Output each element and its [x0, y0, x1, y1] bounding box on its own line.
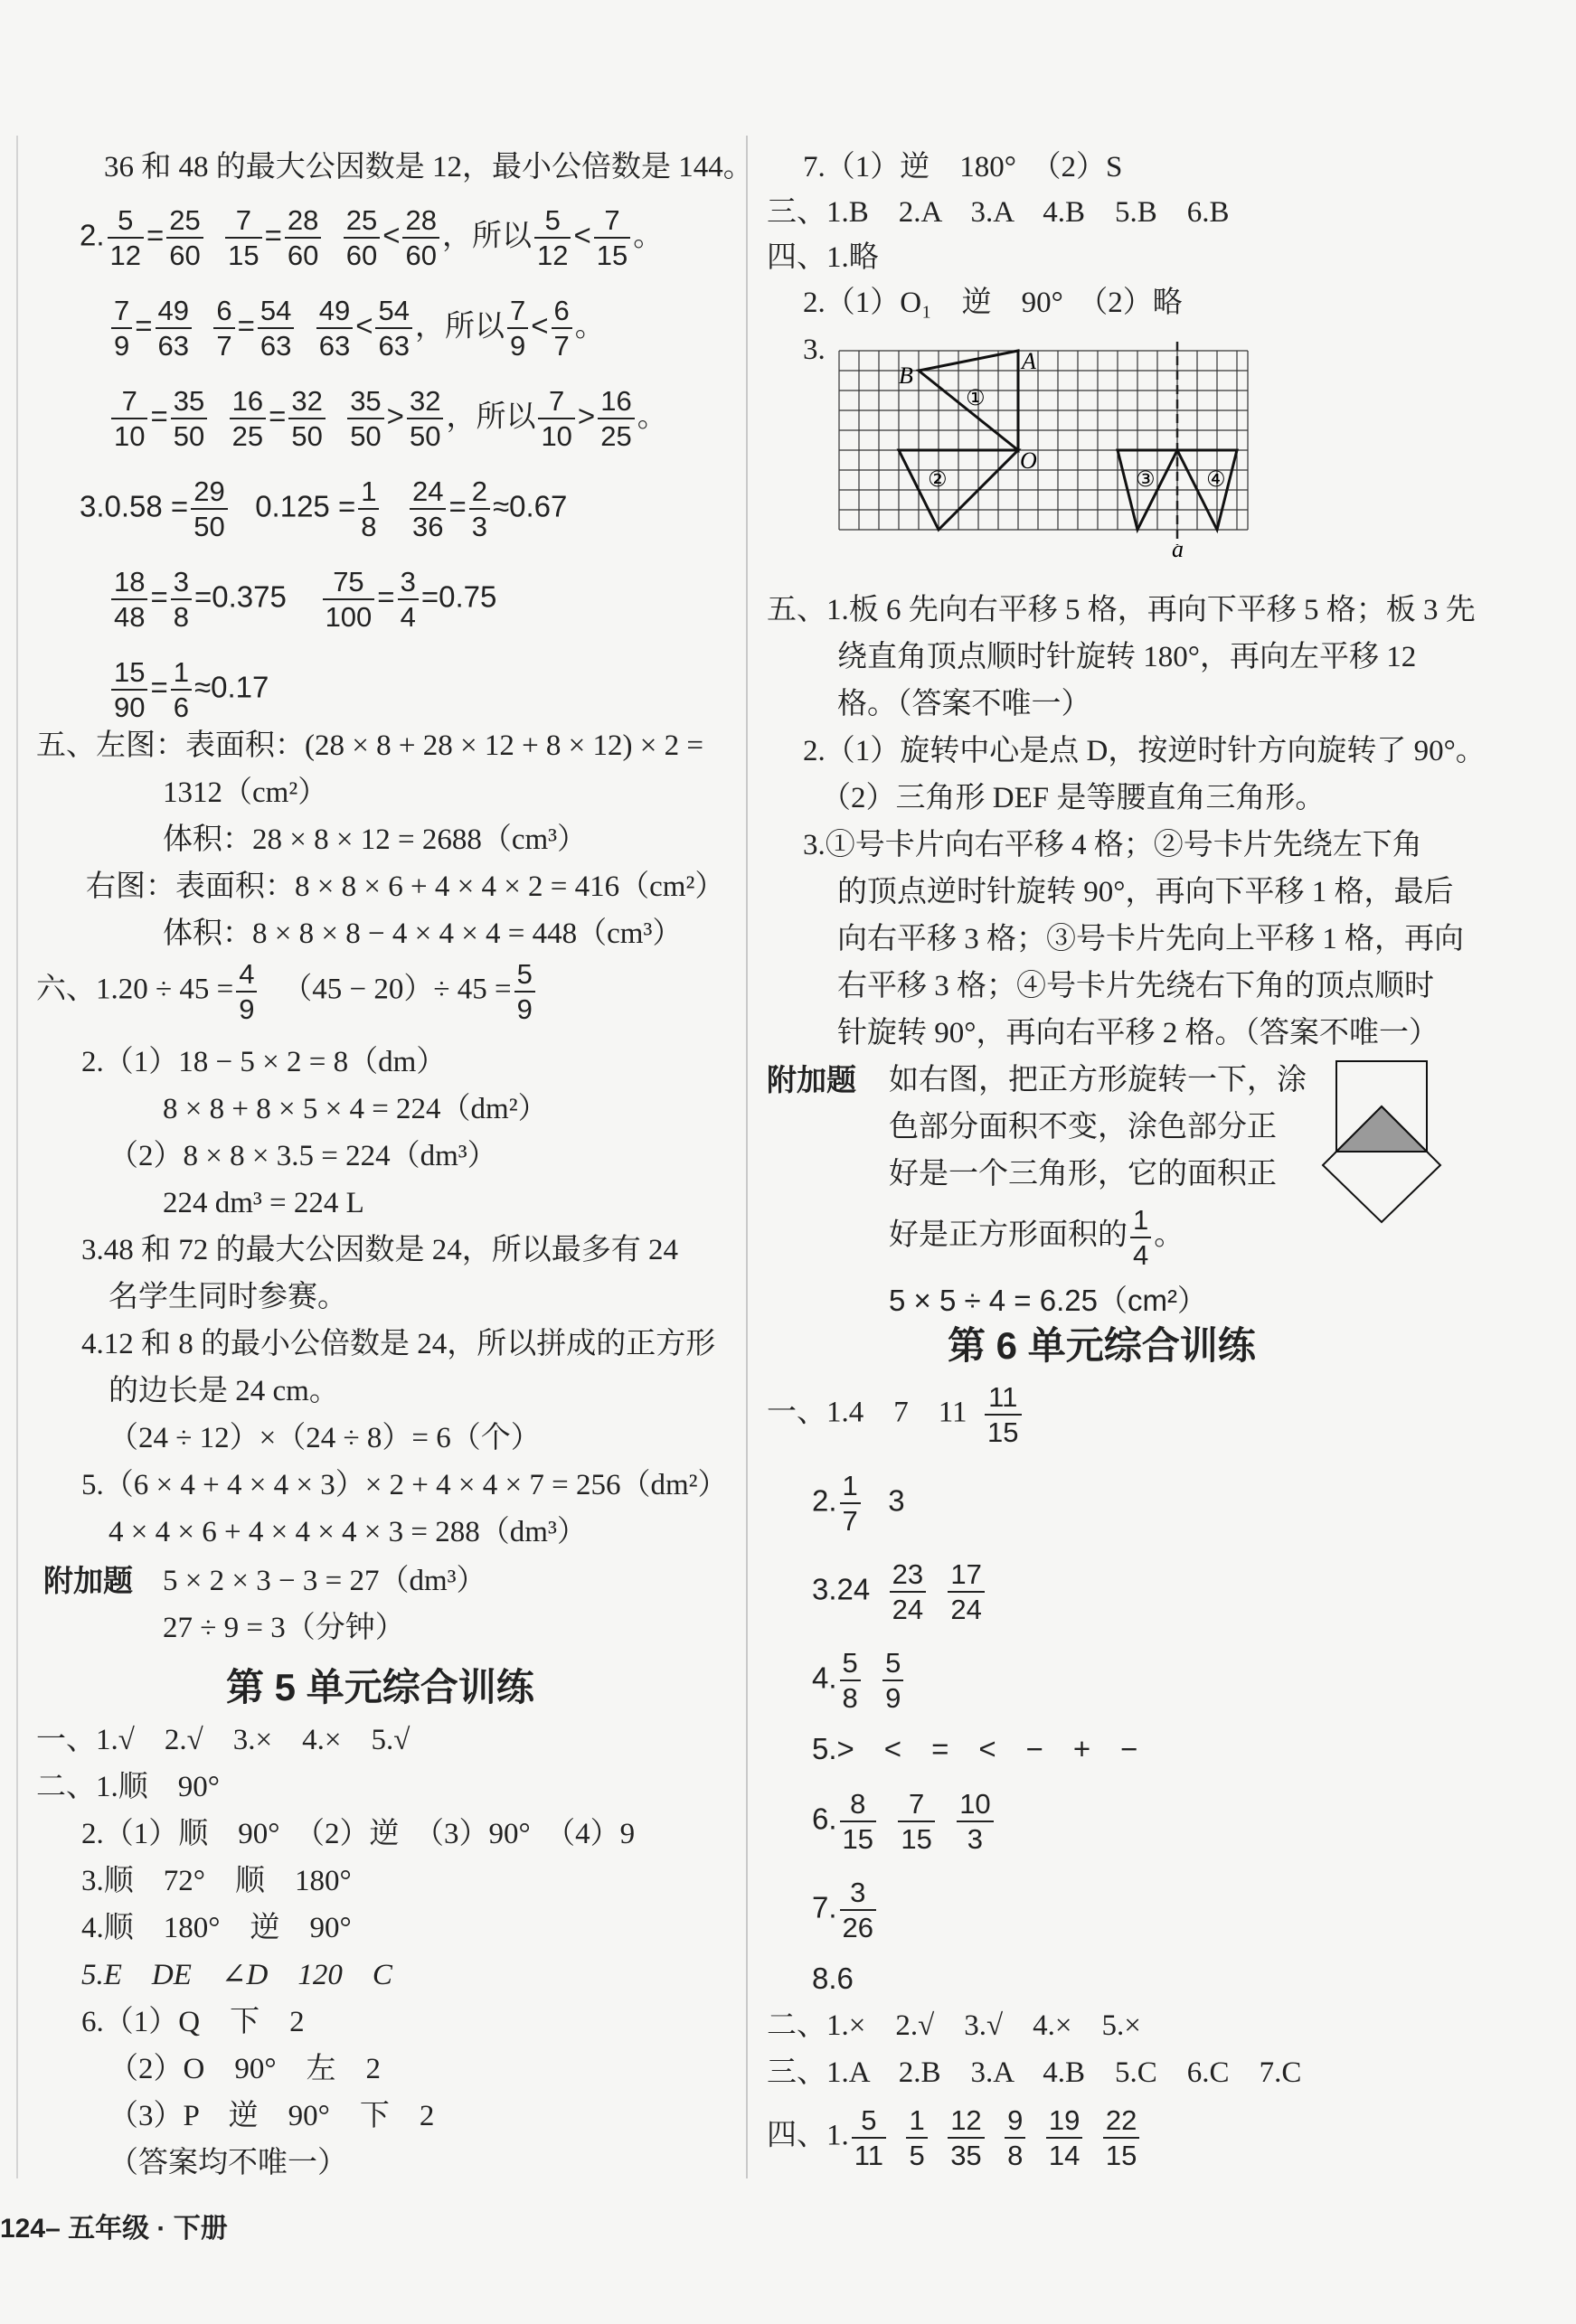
answer-line: 5.E DE ∠D 120 C: [81, 1959, 392, 1991]
answer-line: 右图：表面积：8 × 8 × 6 + 4 × 4 × 2 = 416（cm²）: [86, 870, 725, 903]
fraction-compare-line: 2. $\frac{5}{12}$ = $\frac{25}{60}$ $\frac{7}{15}$ = $\frac{28}{60}$ $\frac{25}{60}$ < $\frac{28}{60}$ ，所以 $\frac{5}{12}$ < $\frac{7}{15}$ 。: [80, 204, 664, 271]
page-number: 124: [0, 2214, 46, 2244]
answer-line: 一、1.4 7 11 $\frac{11}{15}$: [767, 1383, 1024, 1446]
answer-line: 3.顺 72° 顺 180°: [81, 1865, 352, 1897]
answer-line: 4.12 和 8 的最小公倍数是 24，所以拼成的正方形: [81, 1328, 716, 1360]
answer-line: 好是正方形面积的 $\frac{1}{4}$ 。: [889, 1204, 1184, 1271]
decimal-line: $\frac{15}{90}$ = $\frac{1}{6}$ ≈0.17: [109, 658, 269, 721]
answer-line: 1312（cm²）: [163, 776, 328, 809]
answer-line: 五、左图：表面积：(28 × 8 + 28 × 12 + 8 × 12) × 2 =: [36, 729, 704, 762]
answer-line: 5 × 5 ÷ 4 = 6.25（cm²）: [889, 1284, 1207, 1317]
answer-line: 2. $\frac{1}{7}$ 3: [812, 1470, 905, 1537]
answer-line: 的边长是 24 cm。: [109, 1375, 339, 1407]
answer-line: （3）P 逆 90° 下 2: [109, 2100, 435, 2132]
extra-label: 附加题: [43, 1564, 133, 1597]
answer-line: 五、1.板 6 先向右平移 5 格，再向下平移 5 格；板 3 先: [767, 594, 1476, 626]
answer-line: 体积：8 × 8 × 8 − 4 × 4 × 4 = 448（cm³）: [163, 917, 683, 950]
answer-line: 向右平移 3 格；③号卡片先向上平移 1 格，再向: [837, 923, 1464, 955]
answer-line: （2）O 90° 左 2: [109, 2053, 382, 2085]
answer-line: （答案均不唯一）: [109, 2147, 347, 2179]
answer-line: 三、1.A 2.B 3.A 4.B 5.C 6.C 7.C: [767, 2056, 1302, 2089]
answer-line: 2.（1）O₁ 逆 90° （2）略: [803, 287, 1183, 319]
answer-line: 右平移 3 格；④号卡片先绕右下角的顶点顺时: [837, 970, 1434, 1002]
answer-line: 36 和 48 的最大公因数是 12，最小公倍数是 144。: [104, 151, 753, 183]
label-n4: ④: [1206, 466, 1226, 492]
answer-line: 二、1.顺 90°: [36, 1771, 220, 1803]
unit-6-title: 第 6 单元综合训练: [948, 1324, 1256, 1367]
left-rule: [16, 136, 18, 2178]
decimal-line: $\frac{18}{48}$ = $\frac{3}{8}$ =0.375 $\frac{75}{100}$ = $\frac{3}{4}$ =0.75: [109, 568, 496, 631]
fraction-compare-line: $\frac{7}{9}$ = $\frac{49}{63}$ $\frac{6}{7}$ = $\frac{54}{63}$ $\frac{49}{63}$ < $\frac{54}{63}$ ，所以 $\frac{7}{9}$ < $\frac{6}{7}$ 。: [109, 296, 605, 360]
answer-line: 色部分面积不变，涂色部分正: [889, 1111, 1277, 1143]
rotated-square-figure: [1318, 1052, 1454, 1224]
answer-line: 3.①号卡片向右平移 4 格；②号卡片先绕左下角: [803, 829, 1422, 861]
answer-line: （2）8 × 8 × 3.5 = 224（dm³）: [109, 1140, 497, 1172]
column-divider: [746, 136, 748, 2178]
unit-5-title: 第 5 单元综合训练: [226, 1666, 534, 1708]
grid-figure: [830, 342, 1264, 559]
answer-line: 8 × 8 + 8 × 5 × 4 = 224（dm²）: [163, 1093, 548, 1125]
answer-line: 5.> < = < − + −: [812, 1732, 1138, 1765]
answer-line: 针旋转 90°，再向右平移 2 格。（答案不唯一）: [837, 1017, 1439, 1049]
answer-line: 一、1.√ 2.√ 3.× 4.× 5.√: [36, 1724, 411, 1756]
answer-line: 格。（答案不唯一）: [837, 688, 1091, 720]
answer-line: 3.48 和 72 的最大公因数是 24，所以最多有 24: [81, 1234, 678, 1266]
answer-line: 5.（6 × 4 + 4 × 4 × 3）× 2 + 4 × 4 × 7 = 256（dm²）: [81, 1469, 728, 1501]
answer-line: 名学生同时参赛。: [109, 1281, 347, 1313]
grade-label: 五年级 · 下册: [68, 2214, 228, 2244]
answer-line: 绕直角顶点顺时针旋转 180°，再向左平移 12: [837, 641, 1417, 673]
answer-line: 如右图，把正方形旋转一下，涂: [889, 1064, 1307, 1096]
answer-line: 6. $\frac{8}{15}$ $\frac{7}{15}$ $\frac{10}{3}$: [812, 1790, 996, 1853]
label-n2: ②: [928, 466, 948, 492]
answer-line: 3.24 $\frac{23}{24}$ $\frac{17}{24}$: [812, 1560, 987, 1623]
answer-line: 3.: [803, 334, 826, 366]
answer-line: 六、1.20 ÷ 45 = $\frac{4}{9}$ （45 − 20）÷ 45 = $\frac{5}{9}$: [36, 960, 538, 1023]
label-b: B: [899, 362, 913, 389]
answer-line: 二、1.× 2.√ 3.√ 4.× 5.×: [767, 2009, 1141, 2042]
answer-line: 7.（1）逆 180° （2）S: [803, 151, 1123, 183]
label-axis: a: [1172, 536, 1184, 559]
answer-line: 2.（1）18 − 5 × 2 = 8（dm）: [81, 1046, 447, 1078]
answer-line: 体积：28 × 8 × 12 = 2688（cm³）: [163, 823, 588, 856]
fraction-compare-line: $\frac{7}{10}$ = $\frac{35}{50}$ $\frac{16}{25}$ = $\frac{32}{50}$ $\frac{35}{50}$ > $\frac{32}{50}$ ，所以 $\frac{7}{10}$ > $\frac{16}{25}$ 。: [109, 387, 667, 450]
answer-line: 好是一个三角形，它的面积正: [889, 1158, 1277, 1190]
answer-line: 224 dm³ = 224 L: [163, 1187, 364, 1219]
answer-line: 6.（1）Q 下 2: [81, 2006, 305, 2038]
answer-line: 27 ÷ 9 = 3（分钟）: [163, 1612, 405, 1644]
shaded-triangle: [1336, 1106, 1427, 1152]
answer-line: 7. $\frac{3}{26}$: [812, 1878, 879, 1942]
label-o: O: [1020, 447, 1037, 474]
answer-line: 四、1. $\frac{5}{11}$ $\frac{1}{5}$ $\frac{12}{35}$ $\frac{9}{8}$ $\frac{19}{14}$ $\frac{22}{15}$: [767, 2106, 1142, 2169]
answer-line: 4 × 4 × 6 + 4 × 4 × 4 × 3 = 288（dm³）: [109, 1516, 587, 1548]
answer-line: 5 × 2 × 3 − 3 = 27（dm³）: [163, 1565, 486, 1597]
label-n3: ③: [1136, 466, 1156, 492]
answer-line: 8.6: [812, 1962, 854, 1995]
answer-line: 三、1.B 2.A 3.A 4.B 5.B 6.B: [767, 196, 1230, 229]
answer-line: 2.（1）顺 90° （2）逆 （3）90° （4）9: [81, 1818, 636, 1850]
decimal-line: 3.0.58 = $\frac{29}{50}$ 0.125 = $\frac{1}{8}$ $\frac{24}{36}$ = $\frac{2}{3}$ ≈0.67: [80, 475, 568, 542]
answer-line: 的顶点逆时针旋转 90°，再向下平移 1 格，最后: [837, 876, 1454, 908]
answer-line: （2）三角形 DEF 是等腰直角三角形。: [821, 782, 1326, 814]
answer-line: 四、1.略: [767, 241, 879, 274]
answer-line: （24 ÷ 12）×（24 ÷ 8）= 6（个）: [109, 1422, 541, 1454]
answer-line: 2.（1）旋转中心是点 D，按逆时针方向旋转了 90°。: [803, 735, 1486, 767]
label-a: A: [1022, 348, 1036, 374]
answer-line: 4. $\frac{5}{8}$ $\frac{5}{9}$: [812, 1649, 906, 1712]
page-footer: 124– 五年级 · 下册: [0, 2214, 228, 2244]
answer-line: 4.顺 180° 逆 90°: [81, 1912, 352, 1944]
label-n1: ①: [966, 385, 986, 410]
extra-label: 附加题: [767, 1063, 856, 1096]
